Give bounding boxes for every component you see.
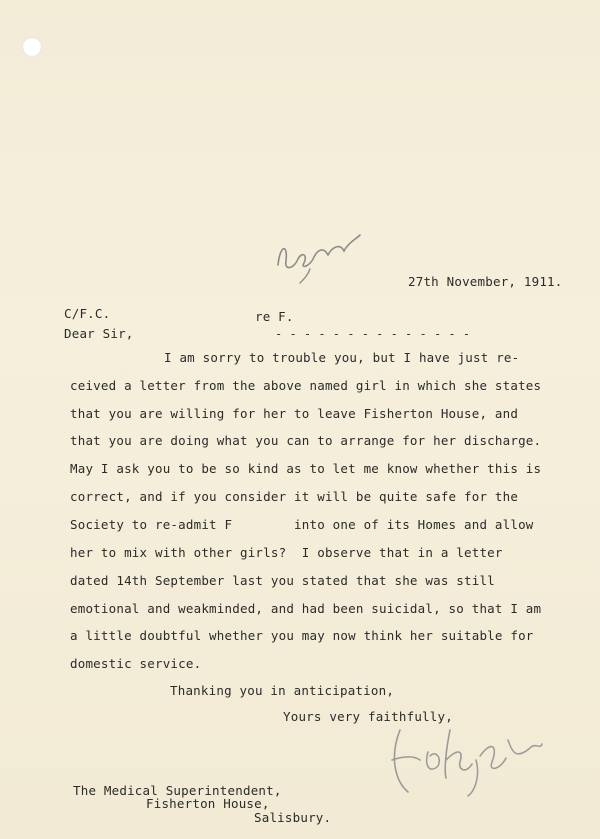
address-line-1: The Medical Superintendent, [73, 783, 282, 798]
body-line-10: emotional and weakminded, and had been suicidal, so that I am [70, 601, 542, 616]
address-line-2: Fisherton House, [146, 796, 270, 811]
body-line-3: that you are willing for her to leave Fisherton House, and [70, 406, 519, 421]
body-line-6: correct, and if you consider it will be quite safe for the [70, 489, 519, 504]
body-line-11: a little doubtful whether you may now think her suitable for [70, 628, 534, 643]
body-line-2: ceived a letter from the above named girl in which she states [70, 378, 542, 393]
closing-line: Thanking you in anticipation, [170, 683, 395, 698]
re-line: re F. [255, 309, 294, 324]
punch-hole [22, 37, 42, 57]
sign-off: Yours very faithfully, [283, 709, 453, 724]
reference-code: C/F.C. [64, 306, 111, 321]
body-line-8: her to mix with other girls? I observe that in a letter [70, 545, 503, 560]
body-line-9: dated 14th September last you stated that she was still [70, 573, 495, 588]
body-line-7: Society to re-admit F into one of its Homes and allow [70, 517, 534, 532]
re-underline: - - - - - - - - - - - - - - [275, 327, 471, 341]
body-line-5: May I ask you to be so kind as to let me know whether this is [70, 461, 542, 476]
salutation: Dear Sir, [64, 326, 134, 341]
letter-date: 27th November, 1911. [408, 274, 563, 289]
handwritten-signature [380, 700, 550, 800]
body-line-1: I am sorry to trouble you, but I have just re- [164, 350, 520, 365]
handwritten-initials [270, 225, 365, 285]
address-line-3: Salisbury. [254, 810, 332, 825]
body-line-12: domestic service. [70, 656, 202, 671]
body-line-4: that you are doing what you can to arrange for her discharge. [70, 433, 542, 448]
